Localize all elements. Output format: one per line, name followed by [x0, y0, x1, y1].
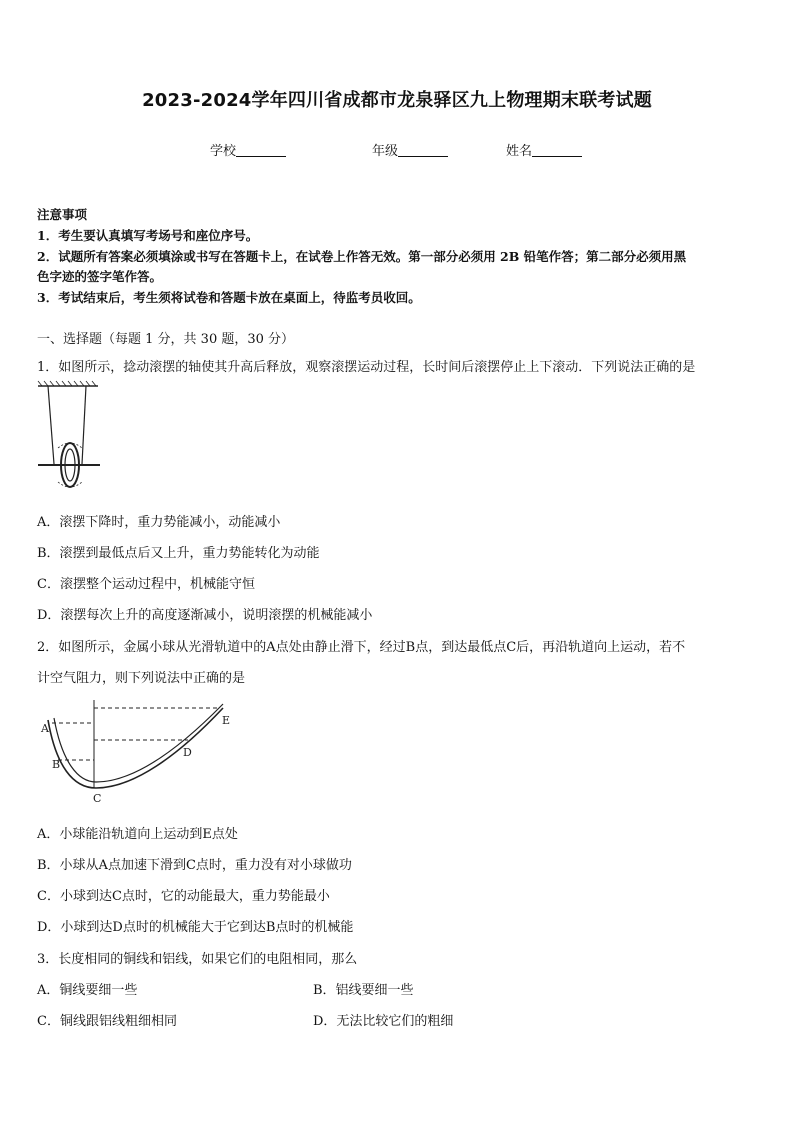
q1-option-d: D．滚摆每次上升的高度逐渐减小，说明滚摆的机械能减小: [37, 608, 373, 623]
grade-label: 年级: [372, 144, 399, 159]
note-item-2: 2．试题所有答案必须填涂或书写在答题卡上，在试卷上作答无效。第一部分必须用 2B 铅笔作答；第二部分必须用黑: [37, 249, 687, 264]
q3-stem: 3．长度相同的铜线和铝线，如果它们的电阻相同，那么: [37, 952, 358, 967]
q1-stem: 1．如图所示，捻动滚摆的轴使其升高后释放，观察滚摆运动过程，长时间后滚摆停止上下滚动．下列说法正确的是: [37, 360, 696, 375]
q2-option-a: A．小球能沿轨道向上运动到E点处: [37, 827, 238, 842]
name-field: [506, 140, 582, 159]
point-a-label: A: [41, 722, 49, 735]
point-b-label: B: [52, 758, 61, 771]
section-heading: 一、选择题（每题 1 分，共 30 题，30 分）: [37, 332, 295, 347]
point-c-label: C: [93, 792, 102, 805]
note-item-1: 1．考生要认真填写考场号和座位序号。: [37, 228, 259, 243]
q3-option-d: D．无法比较它们的粗细: [313, 1014, 454, 1029]
school-label: 学校: [210, 144, 237, 159]
note-item-2-cont: 色字迹的签字笔作答。: [37, 269, 163, 284]
rolling-pendulum-figure: [34, 380, 104, 500]
name-blank: [532, 144, 582, 157]
q3-option-a: A．铜线要细一些: [37, 983, 138, 998]
q2-option-d: D．小球到达D点时的机械能大于它到达B点时的机械能: [37, 920, 354, 935]
notes-heading: 注意事项: [37, 207, 88, 222]
school-field: [210, 140, 286, 159]
school-blank: [236, 144, 286, 157]
q2-stem-line1: 2．如图所示，金属小球从光滑轨道中的A点处由静止滑下，经过B点，到达最低点C后，再沿轨道向上运动，若不: [37, 640, 686, 655]
q1-option-c: C．滚摆整个运动过程中，机械能守恒: [37, 577, 255, 592]
grade-field: [372, 140, 448, 159]
q1-option-a: A．滚摆下降时，重力势能减小，动能减小: [37, 515, 281, 530]
q1-option-b: B．滚摆到最低点后又上升，重力势能转化为动能: [37, 546, 320, 561]
name-label: 姓名: [506, 144, 533, 159]
track-figure: [38, 696, 238, 808]
q3-option-c: C．铜线跟铝线粗细相同: [37, 1014, 177, 1029]
grade-blank: [398, 144, 448, 157]
q3-option-b: B．铝线要细一些: [313, 983, 414, 998]
q2-option-b: B．小球从A点加速下滑到C点时，重力没有对小球做功: [37, 858, 352, 873]
point-e-label: E: [222, 714, 231, 727]
q2-stem-line2: 计空气阻力，则下列说法中正确的是: [37, 671, 246, 686]
point-d-label: D: [183, 746, 192, 759]
note-item-3: 3．考试结束后，考生须将试卷和答题卡放在桌面上，待监考员收回。: [37, 290, 421, 305]
q2-option-c: C．小球到达C点时，它的动能最大，重力势能最小: [37, 889, 330, 904]
page-title: 2023-2024学年四川省成都市龙泉驿区九上物理期末联考试题: [142, 90, 652, 111]
